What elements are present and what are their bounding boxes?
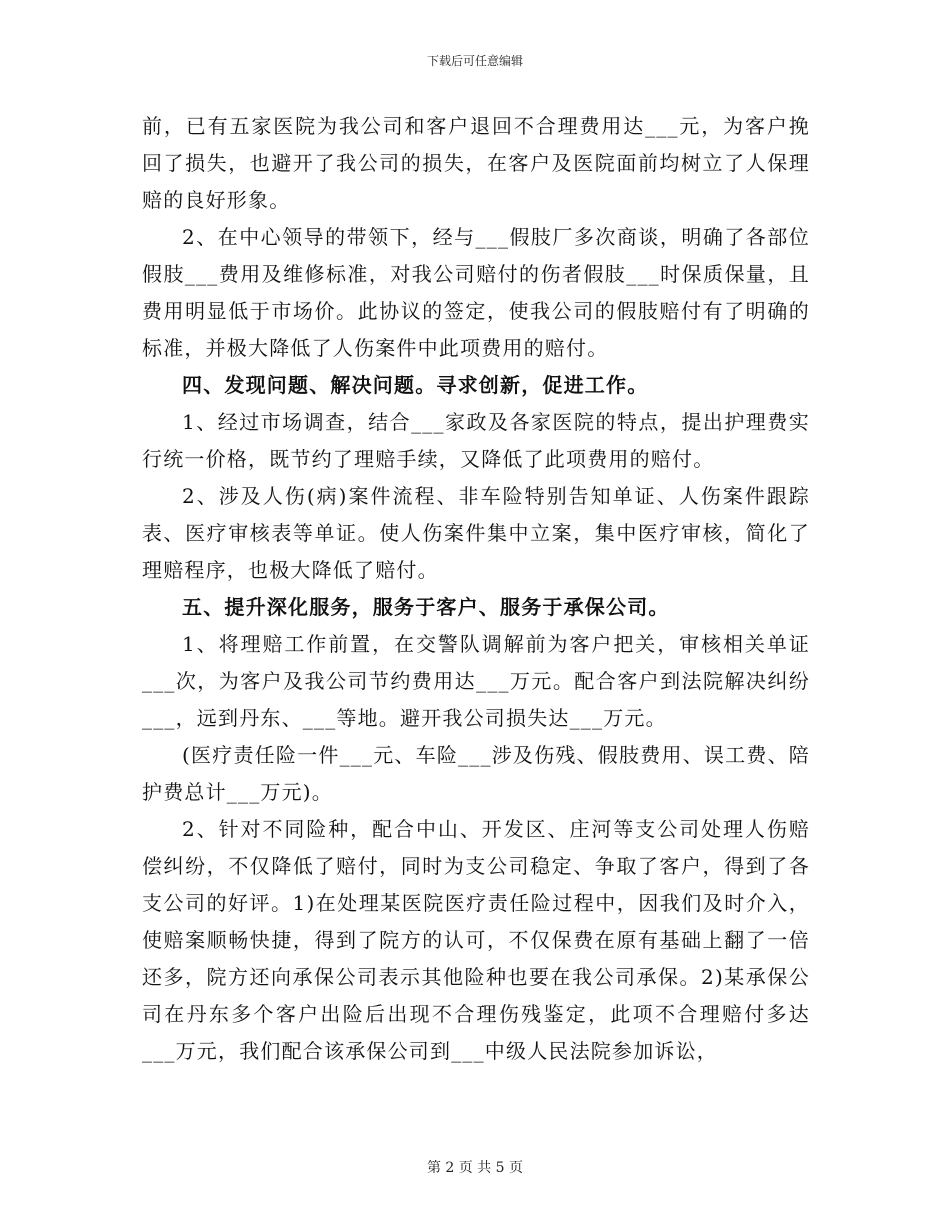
paragraph: 1、经过市场调查，结合___家政及各家医院的特点，提出护理费实行统一价格，既节约了理赔手续，又降低了此项费用的赔付。 [142, 410, 810, 471]
paragraph: (医疗责任险一件___元、车险___涉及伤残、假肢费用、误工费、陪护费总计___万元)。 [142, 743, 810, 804]
section-heading: 四、发现问题、解决问题。寻求创新，促进工作。 [182, 373, 649, 397]
page-footer: 第 2 页 共 5 页 [426, 1160, 524, 1176]
paragraph: 前，已有五家医院为我公司和客户退回不合理费用达___元，为客户挽回了损失，也避开了我公司的损失，在客户及医院面前均树立了人保理赔的良好形象。 [142, 114, 810, 212]
paragraph: 2、针对不同险种，配合中山、开发区、庄河等支公司处理人伤赔偿纠纷，不仅降低了赔付，同时为支公司稳定、争取了客户，得到了各支公司的好评。1)在处理某医院医疗责任险过程中，因我们及时介入，使赔案顺畅快捷，得到了院方的认可，不仅保费在原有基础上翻了一倍还多，院方还向承保公司表示其他险种也要在我公司承保。2)某承保公司在丹东多个客户出险后出现不合理伤残鉴定，此项不合理赔付多达___万元，我们配合该承保公司到___中级人民法院参加诉讼， [142, 817, 810, 1063]
page-header: 下载后可任意编辑 [426, 54, 523, 68]
document-body [142, 108, 810, 1070]
paragraph: 2、在中心领导的带领下，经与___假肢厂多次商谈，明确了各部位假肢___费用及维修标准，对我公司赔付的伤者假肢___时保质保量，且费用明显低于市场价。此协议的签定，使我公司的假肢赔付有了明确的标准，并极大降低了人伤案件中此项费用的赔付。 [142, 225, 810, 360]
paragraph: 2、涉及人伤(病)案件流程、非车险特别告知单证、人伤案件跟踪表、医疗审核表等单证。使人伤案件集中立案，集中医疗审核，简化了理赔程序，也极大降低了赔付。 [142, 484, 810, 582]
section-heading: 五、提升深化服务，服务于客户、服务于承保公司。 [182, 595, 670, 619]
paragraph: 1、将理赔工作前置，在交警队调解前为客户把关，审核相关单证___次，为客户及我公司节约费用达___万元。配合客户到法院解决纠纷___，远到丹东、___等地。避开我公司损失达___万元。 [142, 632, 810, 730]
